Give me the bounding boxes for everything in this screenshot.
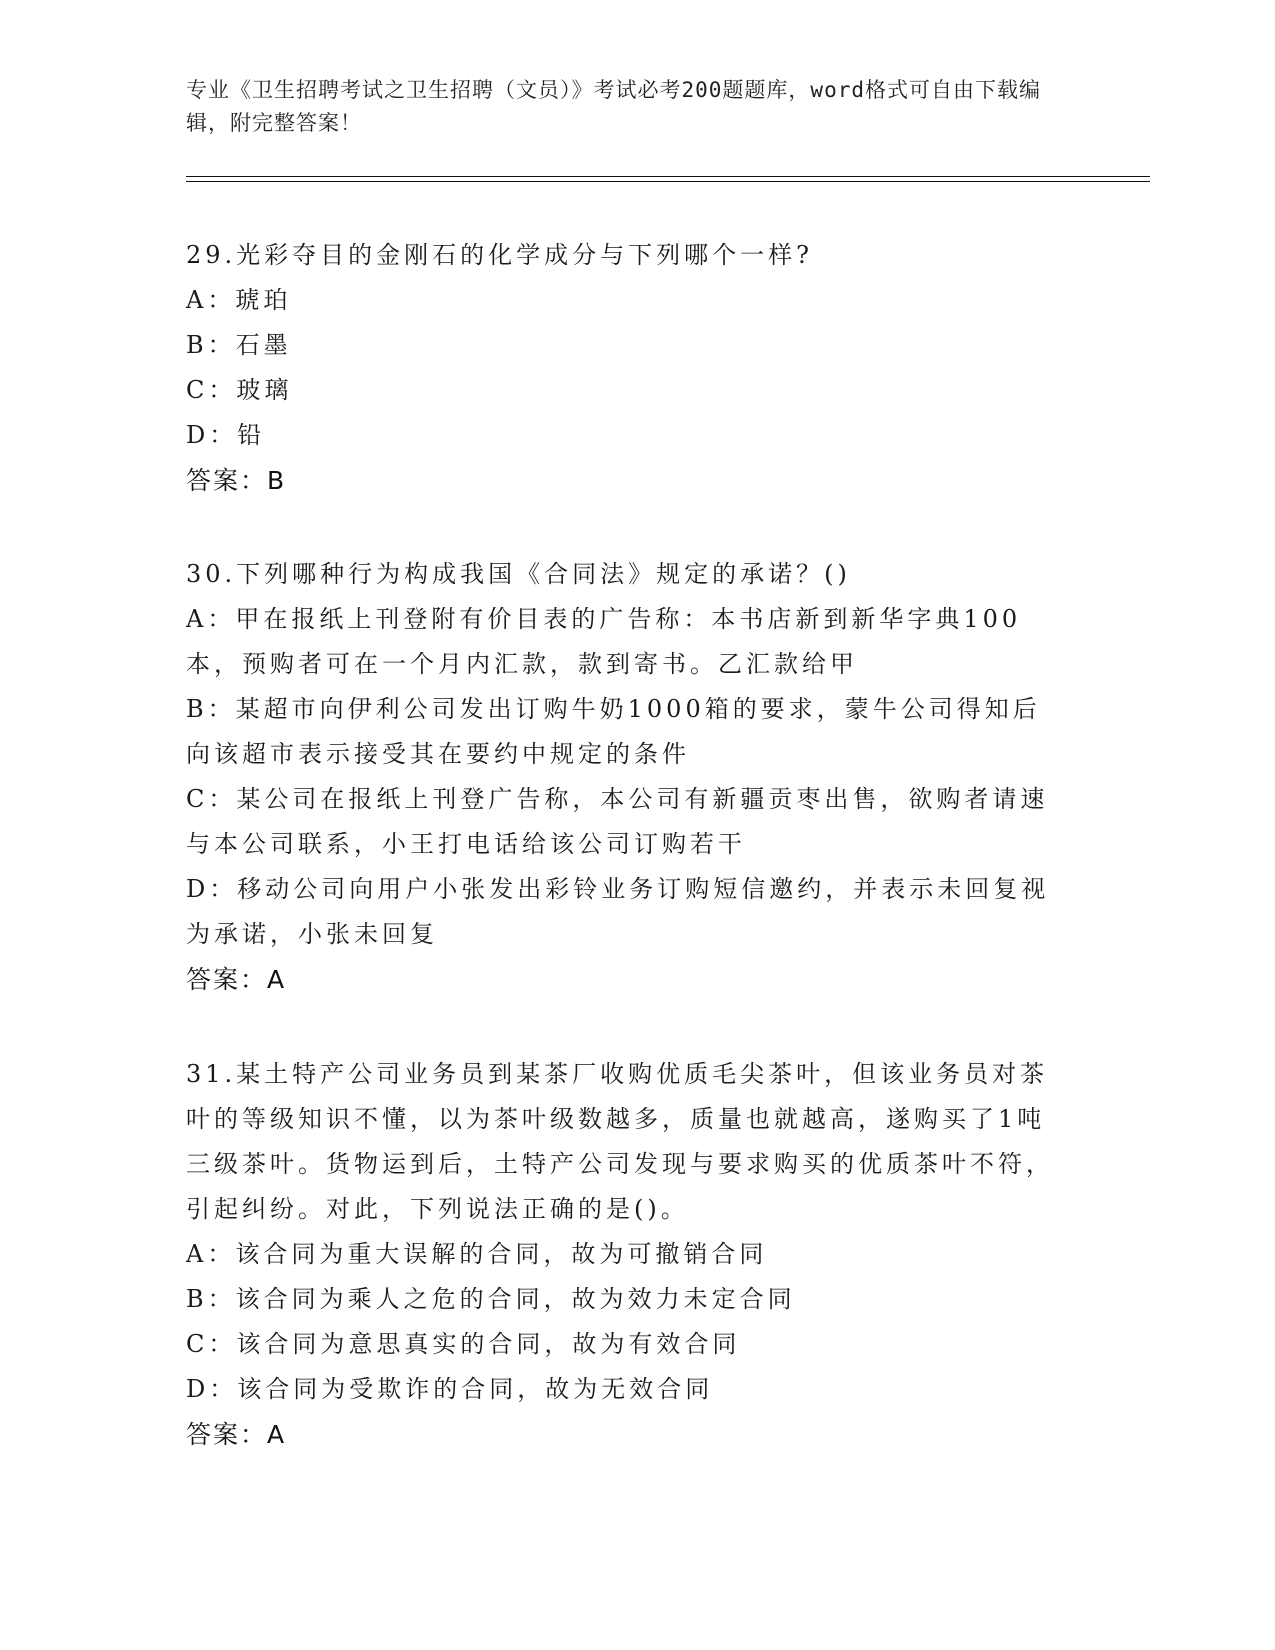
- header-divider-top: [186, 176, 1150, 177]
- option-b: B：该合同为乘人之危的合同，故为效力未定合同: [186, 1285, 796, 1313]
- option-c: C：玻璃: [186, 376, 293, 404]
- answer: 答案：A: [186, 1420, 287, 1449]
- option-c: C：该合同为意思真实的合同，故为有效合同: [186, 1330, 741, 1358]
- option-d: D：铅: [186, 421, 266, 449]
- answer: 答案：A: [186, 965, 287, 994]
- option-d: D：该合同为受欺诈的合同，故为无效合同: [186, 1375, 714, 1403]
- question-stem: 30.下列哪种行为构成我国《合同法》规定的承诺？(): [186, 560, 851, 588]
- option-b: B：石墨: [186, 331, 292, 359]
- option-c: C：某公司在报纸上刊登广告称，本公司有新疆贡枣出售，欲购者请速与本公司联系，小王打电话给该公司订购若干: [186, 785, 1049, 858]
- question-stem: 31.某土特产公司业务员到某茶厂收购优质毛尖茶叶，但该业务员对茶叶的等级知识不懂，以为茶叶级数越多，质量也就越高，遂购买了1吨三级茶叶。货物运到后，土特产公司发现与要求购买的优质茶叶不符，引起纠纷。对此，下列说法正确的是()。: [186, 1060, 1054, 1223]
- option-d: D：移动公司向用户小张发出彩铃业务订购短信邀约，并表示未回复视为承诺，小张未回复: [186, 875, 1050, 948]
- question-29: [186, 233, 1066, 503]
- option-b: B：某超市向伊利公司发出订购牛奶1000箱的要求，蒙牛公司得知后向该超市表示接受其在要约中规定的条件: [186, 695, 1041, 768]
- option-a: A：琥珀: [186, 286, 292, 314]
- option-a: A：该合同为重大误解的合同，故为可撤销合同: [186, 1240, 768, 1268]
- header-divider-bottom: [186, 181, 1150, 182]
- question-31: [186, 1052, 1066, 1457]
- option-a: A：甲在报纸上刊登附有价目表的广告称：本书店新到新华字典100本，预购者可在一个月内汇款，款到寄书。乙汇款给甲: [186, 605, 1022, 678]
- answer: 答案：B: [186, 466, 287, 495]
- question-stem: 29.光彩夺目的金刚石的化学成分与下列哪个一样?: [186, 241, 814, 269]
- question-30: [186, 552, 1066, 1002]
- document-intro: 专业《卫生招聘考试之卫生招聘（文员）》考试必考200题题库，word格式可自由下载编辑，附完整答案！: [186, 78, 1041, 135]
